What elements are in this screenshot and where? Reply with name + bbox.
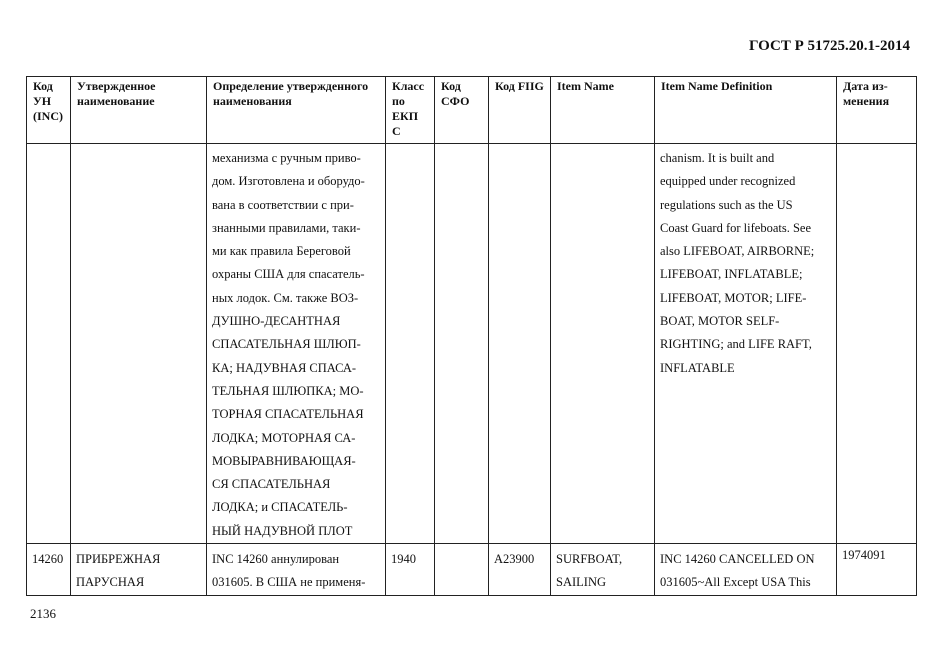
text-line: ЛОДКА; МОТОРНАЯ СА- <box>212 430 356 445</box>
cell-definition-ru <box>207 144 386 544</box>
text-line: INFLATABLE <box>660 360 735 375</box>
text-line: regulations such as the US <box>660 197 793 212</box>
text-line: ПРИБРЕЖНАЯ <box>76 552 161 567</box>
cell-item-name <box>551 544 655 596</box>
cell-inc <box>27 144 71 544</box>
cell-change-date: 1974091 <box>837 544 917 596</box>
text-line: МОВЫРАВНИВАЮЩАЯ- <box>212 453 356 468</box>
text-line: ПАРУСНАЯ <box>76 575 145 590</box>
text-line: ЛОДКА; и СПАСАТЕЛЬ- <box>212 500 348 515</box>
cell-fiig <box>489 144 551 544</box>
text-line: LIFEBOAT, INFLATABLE; <box>660 267 803 282</box>
cell-approved-name <box>71 544 207 596</box>
cell-approved-name <box>71 144 207 544</box>
header-definition-ru: Определение утвержденного наименования <box>207 77 386 144</box>
cell-item-name-definition <box>655 144 837 544</box>
cell-sfo <box>435 144 489 544</box>
text-line: Coast Guard for lifeboats. See <box>660 220 812 235</box>
header-change-date: Дата из-менения <box>837 77 917 144</box>
cell-class: 1940 <box>386 544 435 596</box>
header-item-name: Item Name <box>551 77 655 144</box>
cell-item-name <box>551 144 655 544</box>
text-line: КА; НАДУВНАЯ СПАСА- <box>212 360 357 375</box>
page-number: 2136 <box>30 606 56 621</box>
text-line: INC 14260 аннулирован <box>212 552 340 567</box>
text-line: equipped under recognized <box>660 174 796 189</box>
header-approved-name: Утвержденное наименование <box>71 77 207 144</box>
text-line: LIFEBOAT, MOTOR; LIFE- <box>660 290 807 305</box>
text-line: вана в соответствии с при- <box>212 197 354 212</box>
cell-change-date <box>837 144 917 544</box>
text-line: ДУШНО-ДЕСАНТНАЯ <box>212 314 341 329</box>
text-line: механизма с ручным приво- <box>212 151 361 165</box>
text-line: RIGHTING; and LIFE RAFT, <box>660 337 812 352</box>
text-line: СПАСАТЕЛЬНАЯ ШЛЮП- <box>212 337 361 352</box>
classification-table <box>26 76 917 596</box>
text-line: охраны США для спасатель- <box>212 267 365 282</box>
table-header-row <box>27 77 917 144</box>
text-line: ТОРНАЯ СПАСАТЕЛЬНАЯ <box>212 407 364 422</box>
text-line: chanism. It is built and <box>660 151 775 165</box>
cell-definition-ru <box>207 544 386 596</box>
cell-class <box>386 144 435 544</box>
header-fiig: Код FIIG <box>489 77 551 144</box>
header-sfo: Код СФО <box>435 77 489 144</box>
text-line: дом. Изготовлена и оборудо- <box>212 174 365 189</box>
text-line: знанными правилами, таки- <box>212 220 361 235</box>
cell-fiig: A23900 <box>489 544 551 596</box>
table-row <box>27 544 917 596</box>
text-line: SAILING <box>556 575 606 590</box>
cell-inc: 14260 <box>27 544 71 596</box>
text-line: ных лодок. См. также ВОЗ- <box>212 290 359 305</box>
text-line: ми как правила Береговой <box>212 244 351 259</box>
document-standard-title: ГОСТ Р 51725.20.1-2014 <box>748 38 910 54</box>
text-line: ТЕЛЬНАЯ ШЛЮПКА; МО- <box>212 383 364 398</box>
header-class: Класс по ЕКП С <box>386 77 435 144</box>
text-line: СЯ СПАСАТЕЛЬНАЯ <box>212 477 331 492</box>
text-line: also LIFEBOAT, AIRBORNE; <box>660 244 815 259</box>
header-item-name-definition: Item Name Definition <box>655 77 837 144</box>
cell-sfo <box>435 544 489 596</box>
table-row <box>27 144 917 544</box>
text-line: BOAT, MOTOR SELF- <box>660 314 780 329</box>
text-line: 031605. В США не применя- <box>212 575 366 590</box>
text-line: INC 14260 CANCELLED ON <box>660 552 815 567</box>
cell-item-name-definition <box>655 544 837 596</box>
text-line: НЫЙ НАДУВНОЙ ПЛОТ <box>212 523 353 538</box>
header-inc: Код УН (INC) <box>27 77 71 144</box>
text-line: SURFBOAT, <box>556 552 623 567</box>
text-line: 031605~All Except USA This <box>660 575 811 590</box>
